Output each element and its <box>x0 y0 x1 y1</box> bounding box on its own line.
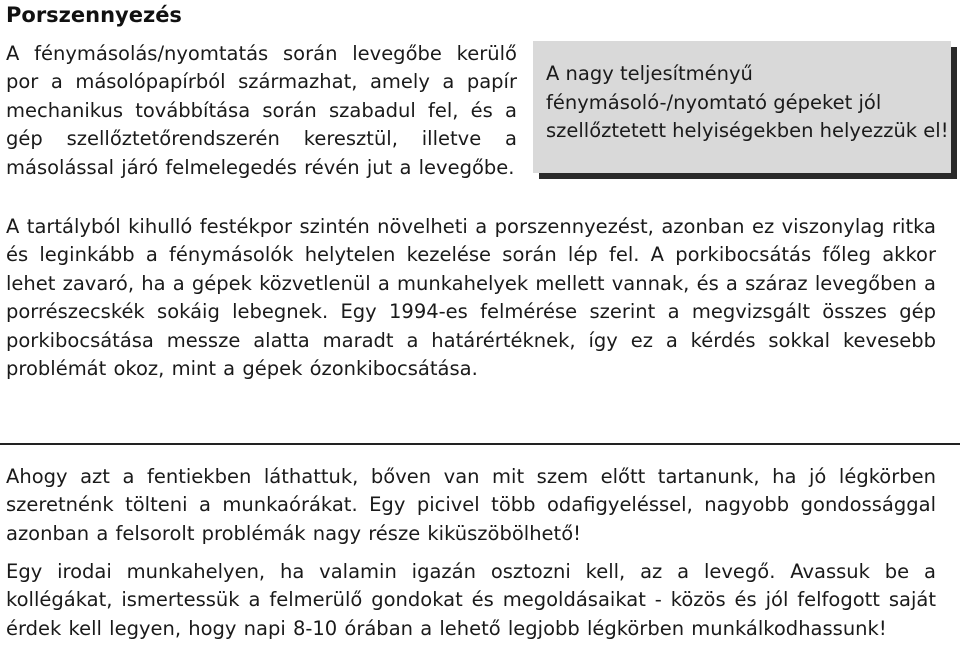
callout-text: A nagy teljesítményű fénymásoló-/nyomtató gépeket jól szellőztetett helyiségekben helyezzük el! <box>546 62 949 142</box>
closing-paragraph: Egy irodai munkahelyen, ha valamin igazán osztozni kell, az a levegő. Avassuk be a kollégákat, ismertessük a felmerülő gondokat és megoldásaikat - közös és jól felfogott saját érdek kell legyen, hogy napi 8-10 órában a lehető legjobb légkörben munkálkodhassunk! <box>6 560 936 640</box>
summary-paragraph: Ahogy azt a fentiekben láthattuk, bőven van mit szem előtt tartanunk, ha jó légkörben szeretnénk tölteni a munkaórákat. Egy picivel több odafigyeléssel, nagyobb gondossággal azonban a felsorolt problémák nagy része kiküszöbölhető! <box>6 465 936 545</box>
toner-dust-paragraph: A tartályból kihulló festékpor szintén növelheti a porszennyezést, azonban ez viszonylag ritka és leginkább a fénymásolók helytelen kezelése során lép fel. A porkibocsátás főleg akkor lehet zavaró, ha a gépek közvetlenül a munkahelyek mellett vannak, és a száraz levegőben a porrészecskék sokáig lebegnek. Egy 1994-es felmérése szerint a megvizsgált összes gép porkibocsátása messze alatta maradt a határértéknek, így ez a kérdés sokkal kevesebb problémát okoz, mint a gépek ózonkibocsátása. <box>6 215 936 381</box>
section-heading: Porszennyezés <box>6 3 182 27</box>
section-divider <box>0 443 960 445</box>
intro-paragraph: A fénymásolás/nyomtatás során levegőbe kerülő por a másolópapírból származhat, amely a papír mechanikus továbbítása során szabadul fel, és a gép szellőztetőrendszerén keresztül, illetve a másolással járó felmelegedés révén jut a levegőbe. <box>6 42 517 179</box>
callout-box <box>533 41 951 173</box>
